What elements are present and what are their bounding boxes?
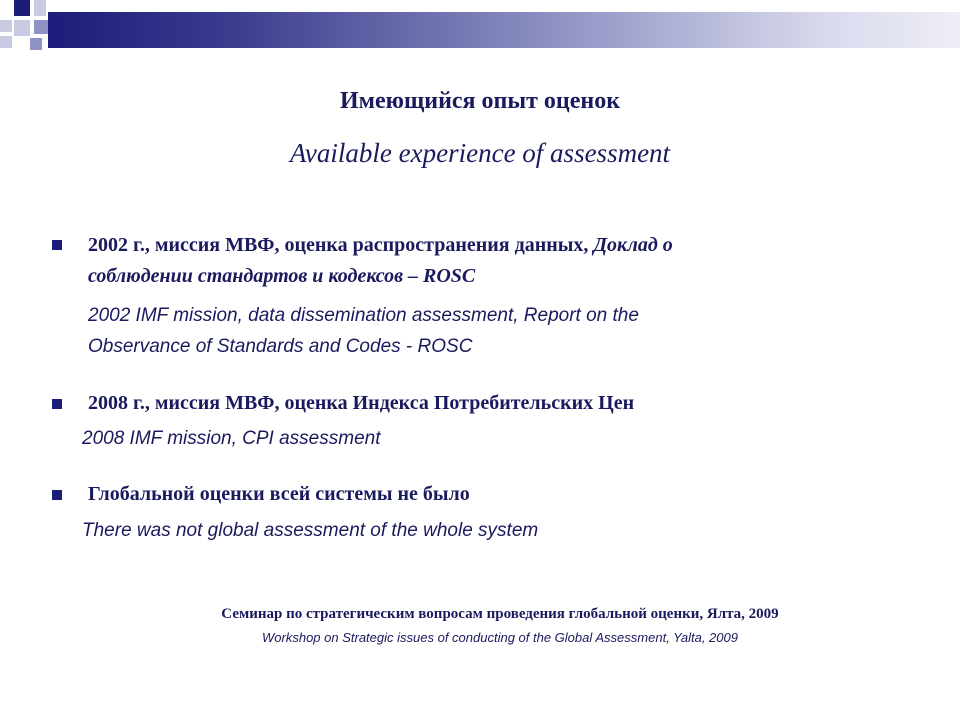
item-2-english: 2008 IMF mission, CPI assessment — [82, 428, 381, 449]
item-2-russian: 2008 г., миссия МВФ, оценка Индекса Потребительских Цен — [88, 392, 635, 414]
page-title-english: Available experience of assessment — [289, 138, 671, 168]
footer-english: Workshop on Strategic issues of conducting of the Global Assessment, Yalta, 2009 — [262, 630, 738, 645]
bullet-icon — [52, 399, 62, 409]
item-1-russian-prefix: 2002 г., миссия МВФ, оценка распространения данных, — [88, 234, 589, 256]
decor-square — [30, 38, 42, 50]
item-1-english-line-1: 2002 IMF mission, data dissemination assessment, Report on the — [88, 305, 639, 326]
decor-square — [34, 20, 48, 34]
decor-square — [0, 36, 12, 48]
bullet-icon — [52, 490, 62, 500]
item-1-russian-line-2: соблюдении стандартов и кодексов – ROSC — [88, 265, 476, 287]
footer-russian: Семинар по стратегическим вопросам проведения глобальной оценки, Ялта, 2009 — [221, 606, 779, 622]
item-1-russian-line-1 — [88, 234, 673, 257]
decor-square — [34, 0, 46, 16]
bullet-icon — [52, 240, 62, 250]
decor-square — [0, 20, 12, 32]
item-3-russian: Глобальной оценки всей системы не было — [88, 483, 470, 505]
decor-square — [14, 0, 30, 16]
item-1-english-line-2: Observance of Standards and Codes - ROSC — [88, 336, 473, 357]
item-1-russian-italic: Доклад о — [588, 234, 673, 256]
header-gradient-bar — [48, 12, 960, 48]
page-title-russian: Имеющийся опыт оценок — [339, 88, 621, 114]
item-3-english: There was not global assessment of the whole system — [82, 520, 539, 541]
decor-square — [14, 20, 30, 36]
